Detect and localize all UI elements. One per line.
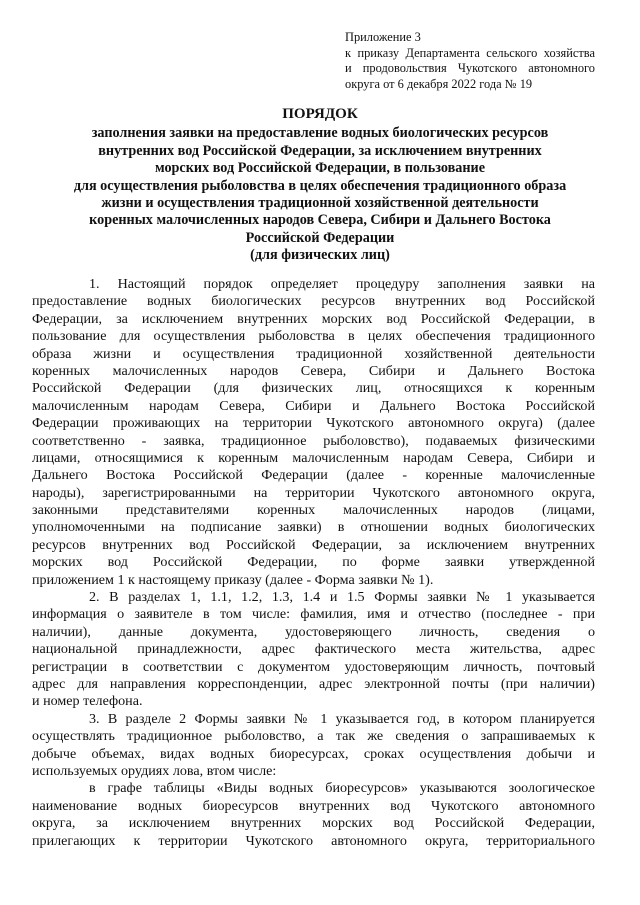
title-line: (для физических лиц) bbox=[250, 247, 390, 264]
title-line: жизни и осуществления традиционной хозяйственной деятельности bbox=[101, 195, 539, 212]
body-line: образа жизни и осуществления традиционной хозяйственной деятельности bbox=[32, 345, 595, 362]
title-line: морских вод Российской Федерации, в пользование bbox=[154, 160, 486, 177]
body-line: соответственно - заявка, традиционное рыболовство), подаваемых физическими bbox=[32, 432, 595, 449]
body-line: 1. Настоящий порядок определяет процедуру заполнения заявки на bbox=[89, 276, 595, 292]
annex-line: Приложение 3 bbox=[345, 30, 421, 44]
body-line: регистрации в соответствии с документом удостоверяющим личность, почтовый bbox=[32, 658, 595, 675]
body-line: Федерации, за исключением внутренних морских вод Российской Федерации, в bbox=[32, 310, 595, 327]
body-line: Федерации проживающих на территории Чукотского автономного округа) (далее bbox=[32, 415, 595, 432]
body-line: народы), зарегистрированными на территории Чукотского автономного округа, bbox=[32, 484, 595, 501]
body-line: осуществлять традиционное рыболовство, а так же сведения о запрашиваемых к bbox=[32, 728, 595, 745]
body-line: в графе таблицы «Виды водных биоресурсов» указываются зоологическое bbox=[89, 780, 595, 797]
body-line: 3. В разделе 2 Формы заявки № 1 указывается год, в котором планируется bbox=[89, 710, 595, 727]
annex-line: округа от 6 декабря 2022 года № 19 bbox=[345, 76, 533, 91]
title-line: заполнения заявки на предоставление водных биологических ресурсов bbox=[91, 125, 549, 142]
body-line: приложением 1 к настоящему приказу (далее - Форма заявки № 1). bbox=[32, 571, 434, 588]
body-line: прилегающих к территории Чукотского автономного округа, территориального bbox=[32, 832, 595, 849]
title-line: внутренних вод Российской Федерации, за исключением внутренних bbox=[98, 142, 542, 159]
body-line: национальной принадлежности, адрес фактического места жительства, адрес bbox=[32, 641, 595, 658]
title-line: для осуществления рыболовства в целях обеспечения традиционного образа bbox=[73, 177, 567, 194]
body-line: наличии), данные документа, удостоверяющего личность, сведения о bbox=[32, 623, 595, 640]
title-main: ПОРЯДОК bbox=[282, 106, 358, 122]
body-line: предоставление водных биологических ресурсов внутренних вод Российской bbox=[32, 293, 595, 310]
body-line: пользование для осуществления рыболовства в целях обеспечения традиционного bbox=[32, 328, 595, 345]
annex-line: и продовольствия Чукотского автономного bbox=[345, 61, 595, 75]
annex-header bbox=[345, 30, 595, 92]
annex-line: к приказу Департамента сельского хозяйства bbox=[345, 45, 595, 60]
body-line: Дальнего Востока Российской Федерации (далее - коренные малочисленные bbox=[32, 467, 595, 484]
body-line: законными представителями коренных малочисленных народов (лицами, bbox=[32, 502, 595, 519]
body-line: округа, за исключением внутренних морских вод Российской Федерации, bbox=[32, 815, 595, 832]
body-line: адрес для направления корреспонденции, адрес электронной почты (при наличии) bbox=[32, 675, 595, 692]
body-line: и номер телефона. bbox=[32, 693, 143, 710]
body-line: наименование водных биоресурсов внутренних вод Чукотского автономного bbox=[32, 797, 595, 814]
title-line: Российской Федерации bbox=[245, 229, 395, 246]
body-line: информация о заявителе в том числе: фамилия, имя и отчество (последнее - при bbox=[32, 606, 595, 623]
body-line: уполномоченными на подписание заявки) в отношении водных биологических bbox=[32, 519, 595, 536]
document-title bbox=[30, 106, 610, 265]
body-line: коренных малочисленных народов Севера, Сибири и Дальнего Востока bbox=[32, 362, 595, 379]
body-line: 2. В разделах 1, 1.1, 1.2, 1.3, 1.4 и 1.5 Формы заявки № 1 указывается bbox=[89, 589, 595, 606]
body-line: ресурсов внутренних вод Российской Федерации, за исключением внутренних bbox=[32, 536, 595, 553]
body-line: добыче объемах, видах водных биоресурсах, сроках осуществления добычи и bbox=[32, 745, 595, 762]
body-line: используемых орудиях лова, втом числе: bbox=[32, 762, 277, 779]
body-line: морских вод Российской Федерации, по форме заявки утвержденной bbox=[32, 554, 595, 571]
body-line: лицами, относящимися к коренным малочисленным народам Севера, Сибири и bbox=[32, 449, 595, 466]
title-line: коренных малочисленных народов Севера, Сибири и Дальнего Востока bbox=[89, 212, 551, 229]
body-line: малочисленным народам Севера, Сибири и Дальнего Востока Российской bbox=[32, 397, 595, 414]
document-body bbox=[32, 276, 595, 850]
body-line: Российской Федерации (для физических лиц, относящихся к коренным bbox=[32, 380, 595, 397]
